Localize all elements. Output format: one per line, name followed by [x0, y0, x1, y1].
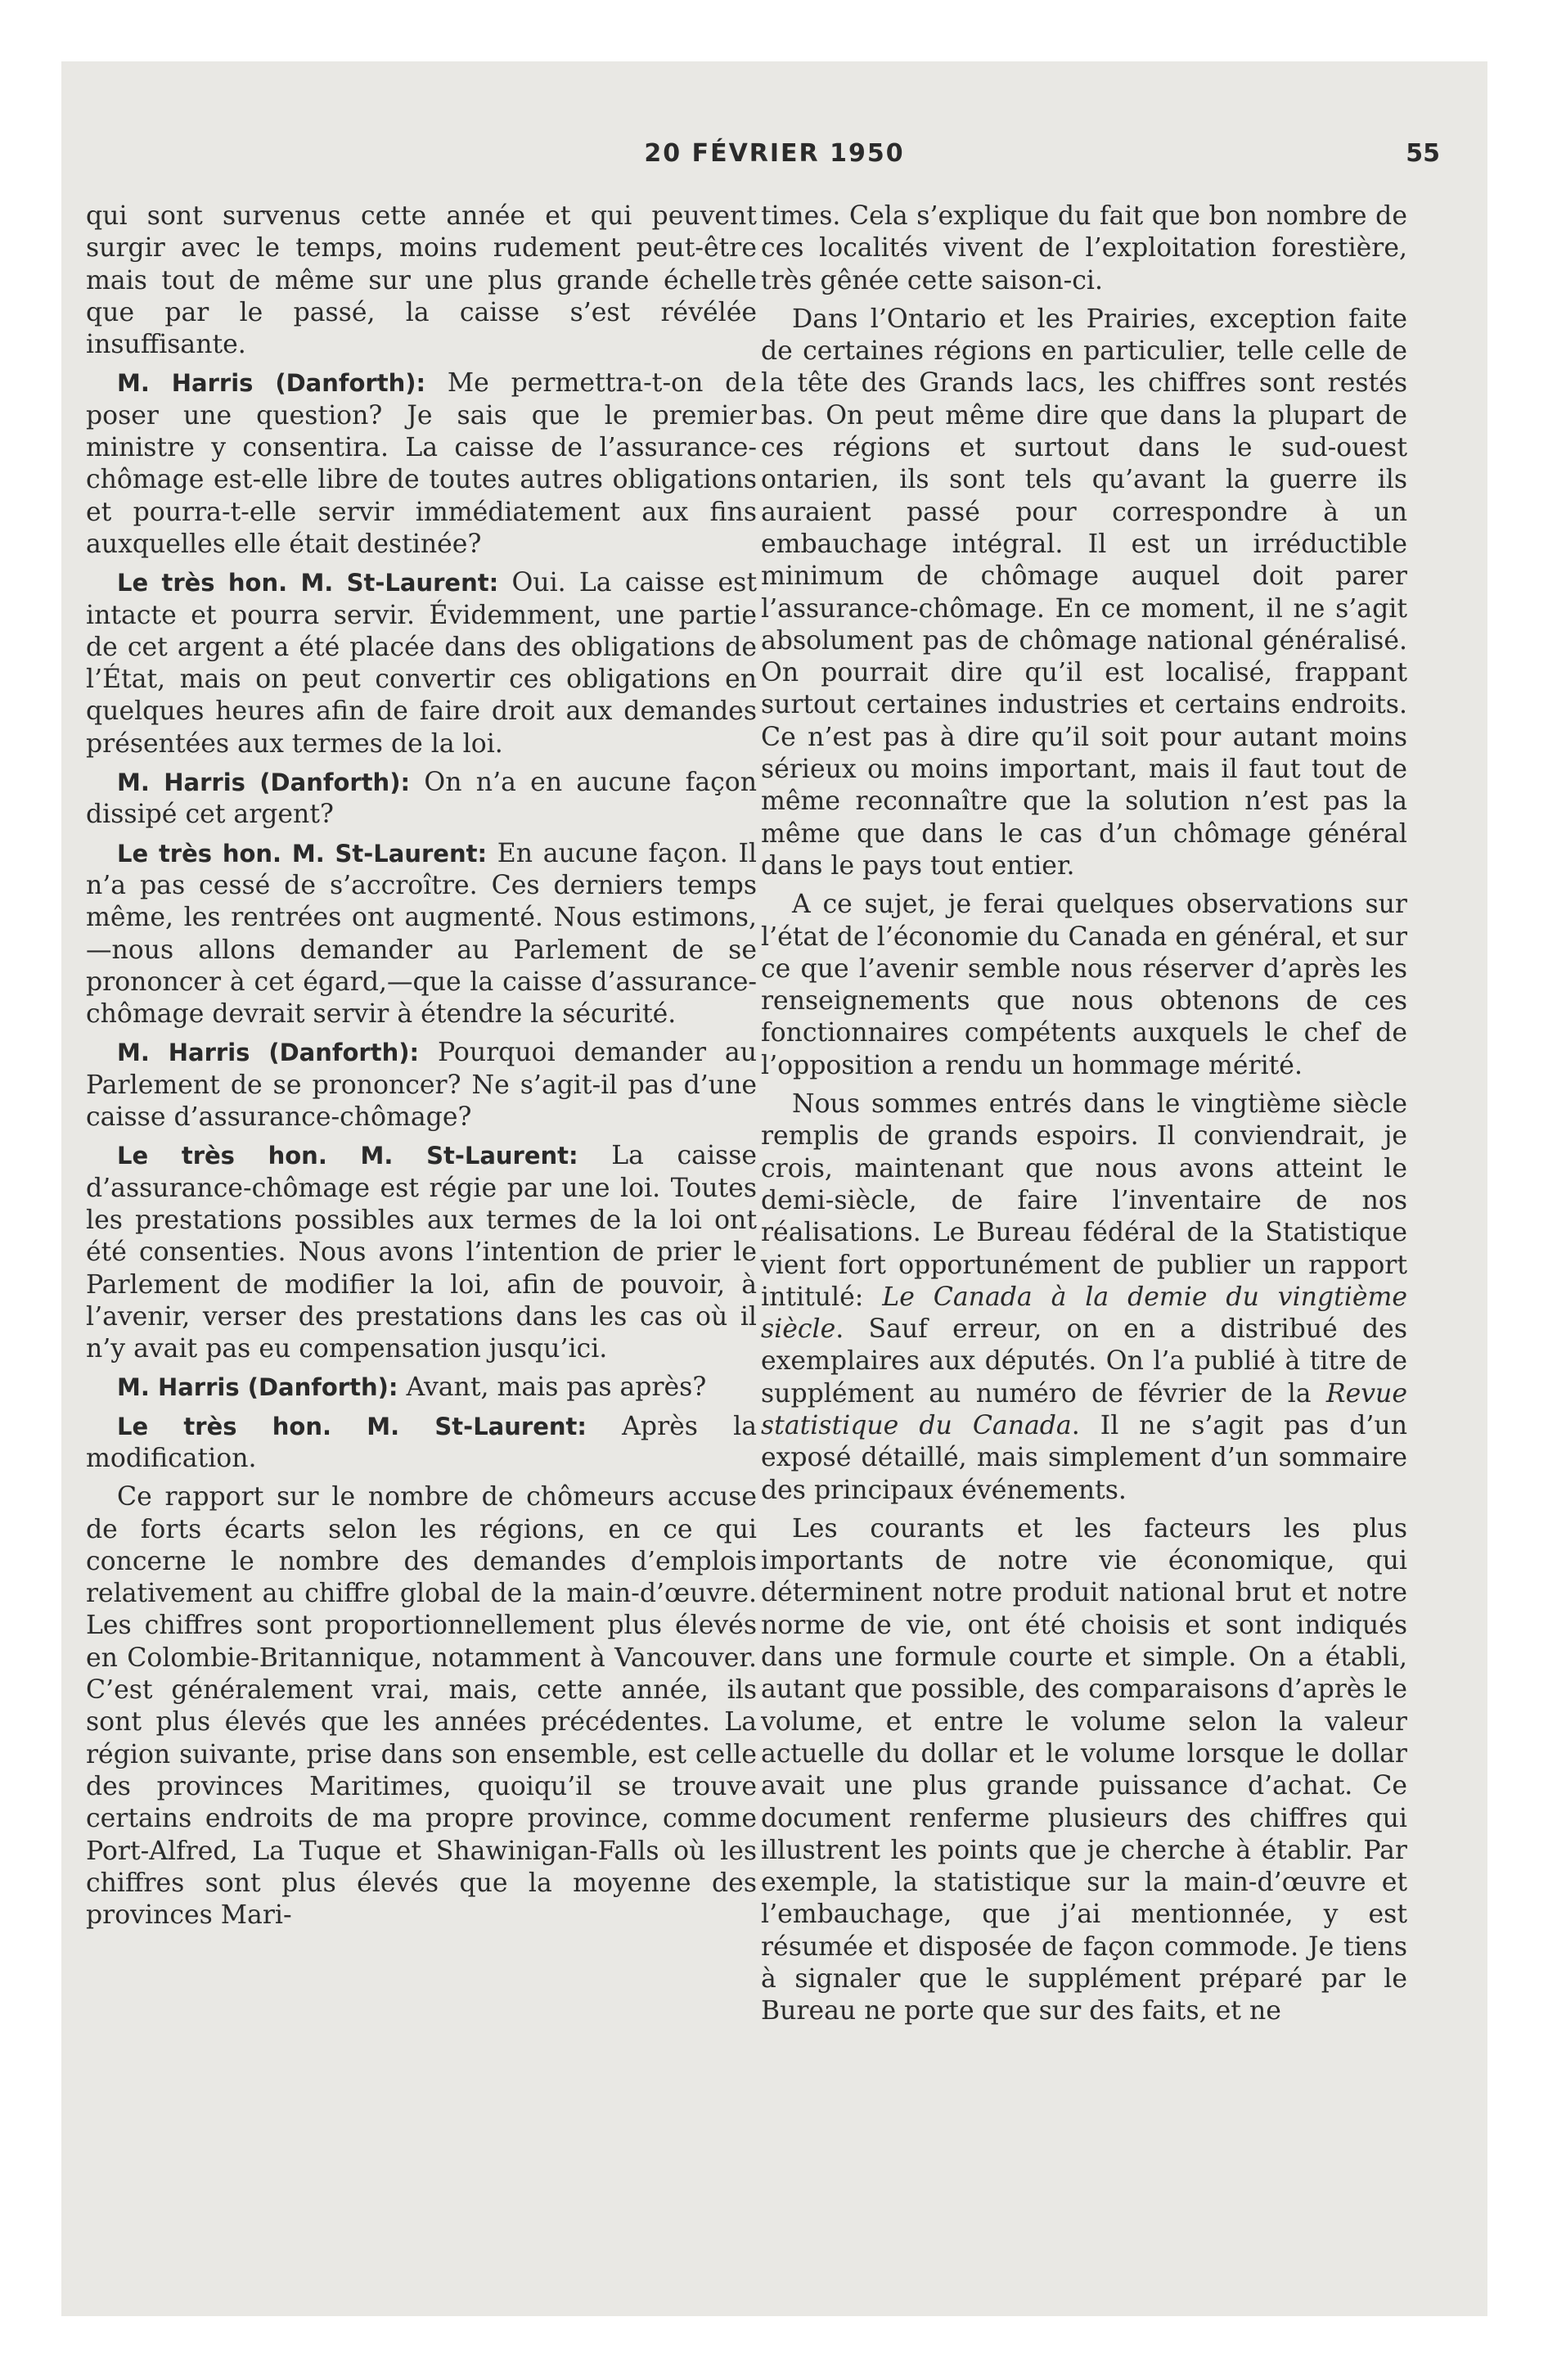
- paragraph: [761, 304, 1407, 882]
- paragraph-text: A ce sujet, je ferai quelques observations sur l’état de l’économie du Canada en général, et sur ce que l’avenir semble nous réserver d’après les renseignements que nous obtenons de ces fonctionnaires compétents auxquels le chef de l’opposition a rendu un hommage mérité.: [761, 890, 1407, 1080]
- paragraph-text: qui sont survenus cette année et qui peuvent surgir avec le temps, moins rudement peut-être mais tout de même sur une plus grande échelle que par le passé, la caisse s’est révélée insuffisante.: [86, 201, 757, 360]
- speaker-name: Le très hon. M. St-Laurent:: [117, 569, 499, 597]
- speaker-name: M. Harris (Danforth):: [117, 1373, 398, 1402]
- right-column: [761, 201, 1407, 2279]
- paragraph-text: Ce rapport sur le nombre de chômeurs accuse de forts écarts selon les régions, en ce qui concerne le nombre des demandes d’emplois relativement au chiffre global de la main-d’œuvre. Les chiffres sont proportionnellement plus élevés en Colombie-Britannique, notamment à Vancouver. C’est généralement vrai, mais, cette année, ils sont plus élevés que les années précédentes. La région suivante, prise dans son ensemble, est celle des provinces Maritimes, quoiqu’il se trouve certains endroits de ma propre province, comme Port-Alfred, La Tuque et Shawinigan-Falls où les chiffres sont plus élevés que la moyenne des provinces Mari-: [86, 1482, 757, 1931]
- speech-text: La caisse d’assurance-chômage est régie par une loi. Toutes les prestations possibles aux termes de la loi ont été consenties. Nous avons l’intention de prier le Parlement de modifier la loi, afin de pouvoir, à l’avenir, verser des prestations dans les cas où il n’y avait pas eu compensation jusqu’ici.: [86, 1141, 757, 1364]
- speaker-name: M. Harris (Danforth):: [117, 769, 411, 797]
- paragraph: [761, 201, 1407, 297]
- speech-text: Pourquoi demander au Parlement de se prononcer? Ne s’agit-il pas d’une caisse d’assurance-chômage?: [86, 1038, 757, 1133]
- speech: [86, 767, 757, 832]
- speech: [86, 567, 757, 760]
- paragraph-text: . Sauf erreur, on en a distribué des exemplaires aux députés. On l’a publié à titre de supplément au numéro de février de la: [761, 1314, 1407, 1409]
- speaker-name: Le très hon. M. St-Laurent:: [117, 1142, 578, 1170]
- speech-text: On n’a en aucune façon dissipé cet argent?: [86, 768, 757, 830]
- paragraph: [761, 1513, 1407, 2028]
- speech: [86, 1372, 757, 1404]
- speech-text: En aucune façon. Il n’a pas cessé de s’accroître. Ces derniers temps même, les rentrées ont augmenté. Nous estimons,—nous allons demander au Parlement de se prononcer à cet égard,—que la caisse d’assurance-chômage devrait servir à étendre la sécurité.: [86, 838, 757, 1030]
- paragraph-text: Les courants et les facteurs les plus importants de notre vie économique, qui déterminent notre produit national brut et notre norme de vie, ont été choisis et sont indiqués dans une formule courte et simple. On a établi, autant que possible, des comparaisons d’après le volume, et entre le volume selon la valeur actuelle du dollar et le volume lorsque le dollar avait une plus grande puissance d’achat. Ce document renferme plusieurs des chiffres qui illustrent les points que je cherche à établir. Par exemple, la statistique sur la main-d’œuvre et l’embauchage, que j’ai mentionnée, y est résumée et disposée de façon commode. Je tiens à signaler que le supplément préparé par le Bureau ne porte que sur des faits, et ne: [761, 1513, 1407, 2026]
- page-date: 20 FÉVRIER 1950: [644, 139, 905, 168]
- left-column: [86, 201, 757, 2279]
- speech: [86, 1037, 757, 1134]
- speech: [86, 1140, 757, 1365]
- speaker-name: Le très hon. M. St-Laurent:: [117, 1412, 587, 1440]
- speaker-name: M. Harris (Danforth):: [117, 1039, 420, 1067]
- speaker-name: M. Harris (Danforth):: [117, 369, 426, 398]
- paragraph: [86, 201, 757, 361]
- paragraph-text: . Il ne s’agit pas d’un exposé détaillé, mais simplement d’un sommaire des principaux événements.: [761, 1410, 1407, 1505]
- paragraph: [761, 889, 1407, 1082]
- publication-title: Le Canada à la demie du vingtième siècle: [761, 1282, 1407, 1345]
- speech-text: Avant, mais pas après?: [406, 1373, 707, 1403]
- running-header: [61, 139, 1487, 180]
- speech: [86, 838, 757, 1031]
- paragraph: [761, 1089, 1407, 1507]
- paragraph-text: Dans l’Ontario et les Prairies, exception faite de certaines régions en particulier, telle celle de la tête des Grands lacs, les chiffres sont restés bas. On peut même dire que dans la plupart de ces régions et surtout dans le sud-ouest ontarien, ils sont tels qu’avant la guerre ils auraient passé pour correspondre à un embauchage intégral. Il est un irréductible minimum de chômage auquel doit parer l’assurance-chômage. En ce moment, il ne s’agit absolument pas de chômage national généralisé. On pourrait dire qu’il est localisé, frappant surtout certaines industries et certains endroits. Ce n’est pas à dire qu’il soit pour autant moins sérieux ou moins important, mais il faut tout de même reconnaître que la solution n’est pas la même que dans le cas d’un chômage général dans le pays tout entier.: [761, 304, 1407, 881]
- paragraph: [86, 1481, 757, 1931]
- speech: [86, 1411, 757, 1476]
- speech: [86, 367, 757, 561]
- page-number: 55: [1406, 139, 1440, 168]
- paragraph-text: Nous sommes entrés dans le vingtième siècle remplis de grands espoirs. Il conviendrait, je crois, maintenant que nous avons atteint le demi-siècle, de faire l’inventaire de nos réalisations. Le Bureau fédéral de la Statistique vient fort opportunément de publier un rapport intitulé:: [761, 1089, 1407, 1312]
- paragraph-text: times. Cela s’explique du fait que bon nombre de ces localités vivent de l’exploitation forestière, très gênée cette saison-ci.: [761, 201, 1407, 295]
- publication-title: Revue statistique du Canada: [761, 1378, 1407, 1440]
- speech-text: Me permettra-t-on de poser une question? Je sais que le premier ministre y consentira. La caisse de l’assurance-chômage est-elle libre de toutes autres obligations et pourra-t-elle servir immédiatement aux fins auxquelles elle était destinée?: [86, 368, 757, 559]
- speech-text: Oui. La caisse est intacte et pourra servir. Évidemment, une partie de cet argent a été placée dans des obligations de l’État, mais on peut convertir ces obligations en quelques heures afin de faire droit aux demandes présentées aux termes de la loi.: [86, 568, 757, 759]
- speech-text: Après la modification.: [86, 1411, 757, 1473]
- speaker-name: Le très hon. M. St-Laurent:: [117, 839, 488, 868]
